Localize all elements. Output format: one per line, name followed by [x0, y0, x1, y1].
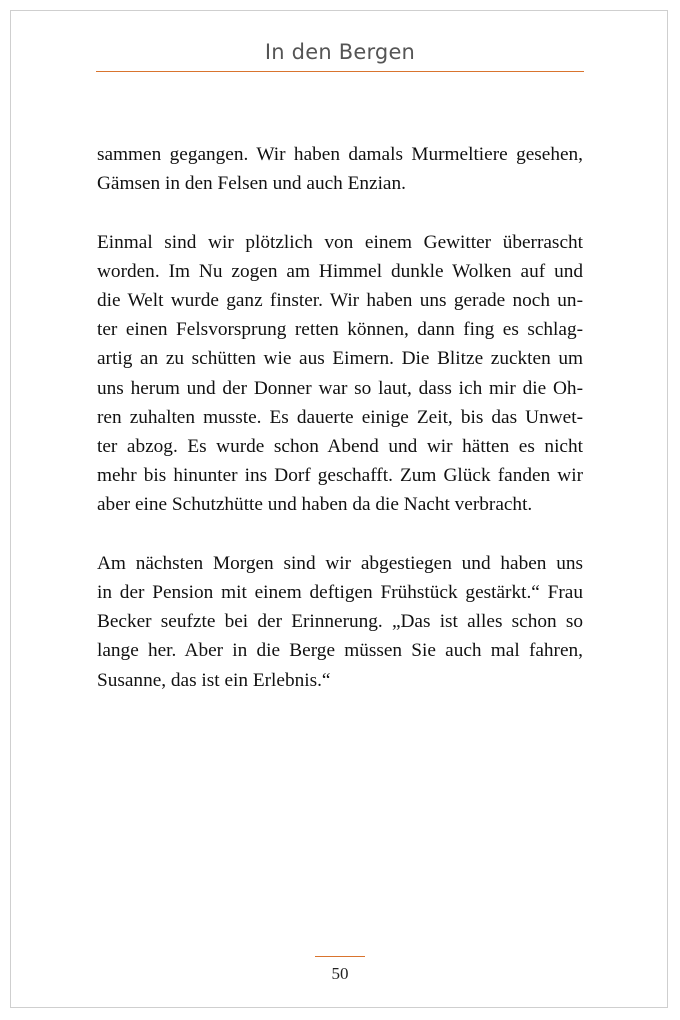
paragraph-1: [97, 140, 583, 198]
text-line: Am nächsten Morgen sind wir abgestiegen und haben uns: [97, 552, 583, 574]
text-line: worden. Im Nu zogen am Himmel dunkle Wolken auf und: [97, 260, 583, 282]
body-text: [97, 140, 583, 724]
text-line: Susanne, das ist ein Erlebnis.“: [97, 669, 331, 691]
text-line: artig an zu schütten wie aus Eimern. Die Blitze zuckten um: [97, 348, 583, 370]
text-line: aber eine Schutzhütte und haben da die Nacht verbracht.: [97, 494, 533, 516]
text-line: lange her. Aber in die Berge müssen Sie auch mal fahren,: [97, 640, 583, 662]
text-line: mehr bis hinunter ins Dorf geschafft. Zum Glück fanden wir: [97, 465, 583, 487]
text-line: die Welt wurde ganz finster. Wir haben uns gerade noch un-: [97, 290, 583, 311]
text-line: ter einen Felsvorsprung retten können, dann fing es schlag-: [97, 319, 583, 341]
header-rule: [96, 71, 584, 72]
paragraph-2: [97, 228, 583, 520]
footer-rule: [315, 956, 365, 957]
text-line: ren zuhalten musste. Es dauerte einige Zeit, bis das Unwet-: [97, 406, 583, 428]
text-line: Einmal sind wir plötzlich von einem Gewitter überrascht: [97, 231, 583, 253]
running-header-title: In den Bergen: [264, 40, 416, 64]
text-line: Becker seufzte bei der Erinnerung. „Das ist alles schon so: [97, 611, 583, 633]
text-line: ter abzog. Es wurde schon Abend und wir hätten es nicht: [97, 436, 583, 458]
text-line: uns herum und der Donner war so laut, dass ich mir die Oh-: [97, 377, 583, 399]
text-line: Gämsen in den Felsen und auch Enzian.: [97, 173, 406, 195]
text-line: sammen gegangen. Wir haben damals Murmeltiere gesehen,: [97, 144, 583, 165]
text-line: in der Pension mit einem deftigen Frühstück gestärkt.“ Frau: [97, 582, 583, 604]
paragraph-3: [97, 549, 583, 695]
page-number: 50: [331, 964, 349, 983]
